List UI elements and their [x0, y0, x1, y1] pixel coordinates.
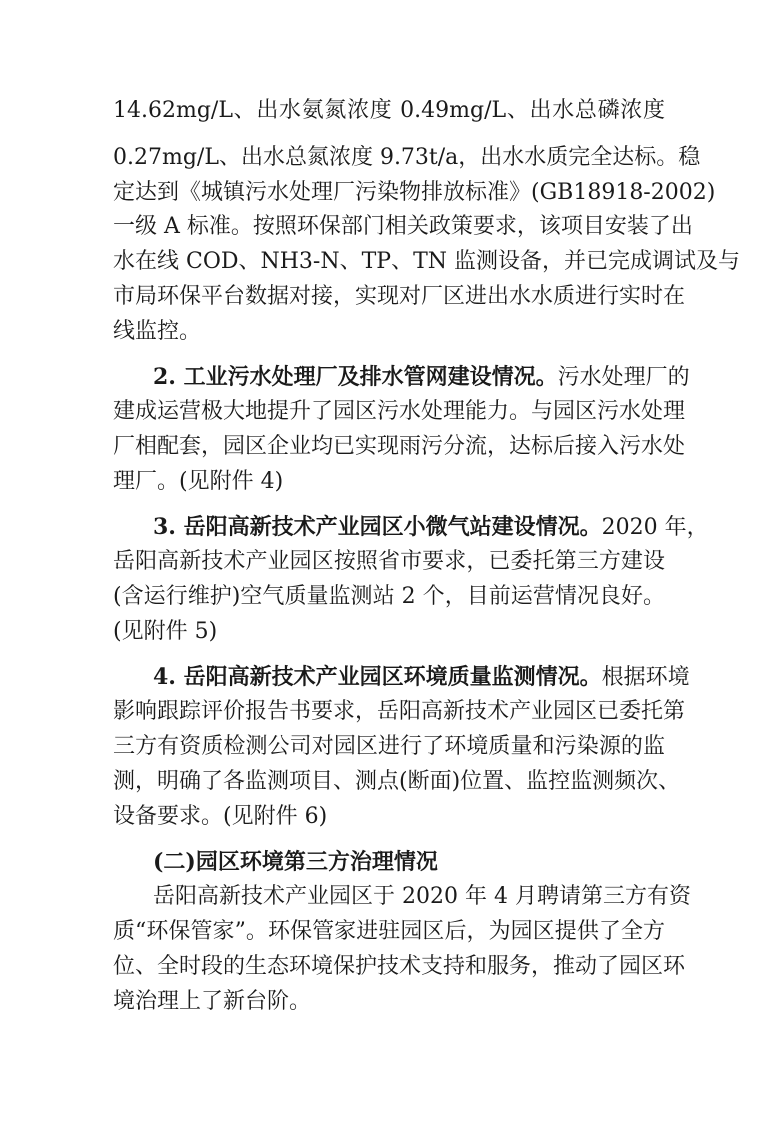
body-line-20 [113, 804, 665, 830]
body-line-17 [113, 699, 686, 725]
section-4-heading-line [153, 664, 690, 691]
body-line-6 [113, 284, 686, 310]
body-line-3 [113, 180, 716, 206]
body-line-text: 影响跟踪评价报告书要求，岳阳高新技术产业园区已委托第 [113, 699, 686, 724]
body-line-text: 质“环保管家”。环保管家进驻园区后，为园区提供了全方 [113, 919, 665, 944]
body-line-1 [113, 98, 665, 124]
subsection-heading: (二)园区环境第三方治理情况 [153, 849, 438, 875]
body-line-text: 线监控。 [113, 319, 202, 344]
body-line-2 [113, 145, 701, 171]
subsection-heading-line [153, 849, 665, 875]
section-3-lead-text: 2020 年， [601, 515, 709, 540]
body-line-11 [113, 469, 665, 495]
body-line-18 [113, 734, 665, 760]
body-line-text: 岳阳高新技术产业园区按照省市要求，已委托第三方建设 [113, 549, 665, 574]
body-line-10 [113, 434, 686, 460]
body-line-text: 三方有资质检测公司对园区进行了环境质量和污染源的监 [113, 734, 665, 759]
section-2-lead-text: 污水处理厂的 [557, 365, 690, 390]
body-line-text: 0.27mg/L、出水总氮浓度 9.73t/a，出水水质完全达标。稳 [113, 145, 701, 170]
body-line-text: 市局环保平台数据对接，实现对厂区进出水水质进行实时在 [113, 284, 686, 309]
section-2-heading-line [153, 364, 690, 391]
body-line-text: 境治理上了新台阶。 [113, 989, 312, 1014]
section-3-heading: 3. 岳阳高新技术产业园区小微气站建设情况。 [153, 514, 602, 540]
section-3-heading-line [153, 514, 709, 541]
section-4-lead-text: 根据环境 [601, 665, 690, 690]
body-line-13 [113, 549, 665, 575]
body-line-text: 位、全时段的生态环境保护技术支持和服务，推动了园区环 [113, 954, 686, 979]
body-line-7 [113, 319, 665, 345]
body-line-text: 设备要求。(见附件 6) [113, 804, 328, 829]
body-line-5 [113, 249, 741, 275]
body-line-text: 水在线 COD、NH3-N、TP、TN 监测设备，并已完成调试及与 [113, 249, 741, 274]
body-line-25 [113, 989, 665, 1015]
body-line-text: 定达到《城镇污水处理厂污染物排放标准》(GB18918-2002) [113, 180, 716, 205]
body-line-text: 一级 A 标准。按照环保部门相关政策要求，该项目安装了出 [113, 214, 693, 239]
body-line-text: 理厂。(见附件 4) [113, 469, 284, 494]
body-line-19 [113, 769, 681, 795]
body-line-23 [113, 919, 665, 945]
body-line-22 [153, 884, 691, 910]
body-line-14 [113, 584, 665, 610]
body-line-15 [113, 619, 665, 645]
body-line-24 [113, 954, 686, 980]
body-line-text: 测，明确了各监测项目、测点(断面)位置、监控监测频次、 [113, 769, 681, 794]
body-line-text: (见附件 5) [113, 619, 218, 644]
body-line-9 [113, 399, 686, 425]
section-2-heading: 2. 工业污水处理厂及排水管网建设情况。 [153, 364, 558, 390]
section-4-heading: 4. 岳阳高新技术产业园区环境质量监测情况。 [153, 664, 602, 690]
body-line-text: 厂相配套，园区企业均已实现雨污分流，达标后接入污水处 [113, 434, 686, 459]
body-line-text: 建成运营极大地提升了园区污水处理能力。与园区污水处理 [113, 399, 686, 424]
body-line-text: 岳阳高新技术产业园区于 2020 年 4 月聘请第三方有资 [153, 884, 691, 909]
body-line-text: (含运行维护)空气质量监测站 2 个，目前运营情况良好。 [113, 584, 665, 609]
body-line-text: 14.62mg/L、出水氨氮浓度 0.49mg/L、出水总磷浓度 [113, 98, 665, 123]
body-line-4 [113, 214, 693, 240]
